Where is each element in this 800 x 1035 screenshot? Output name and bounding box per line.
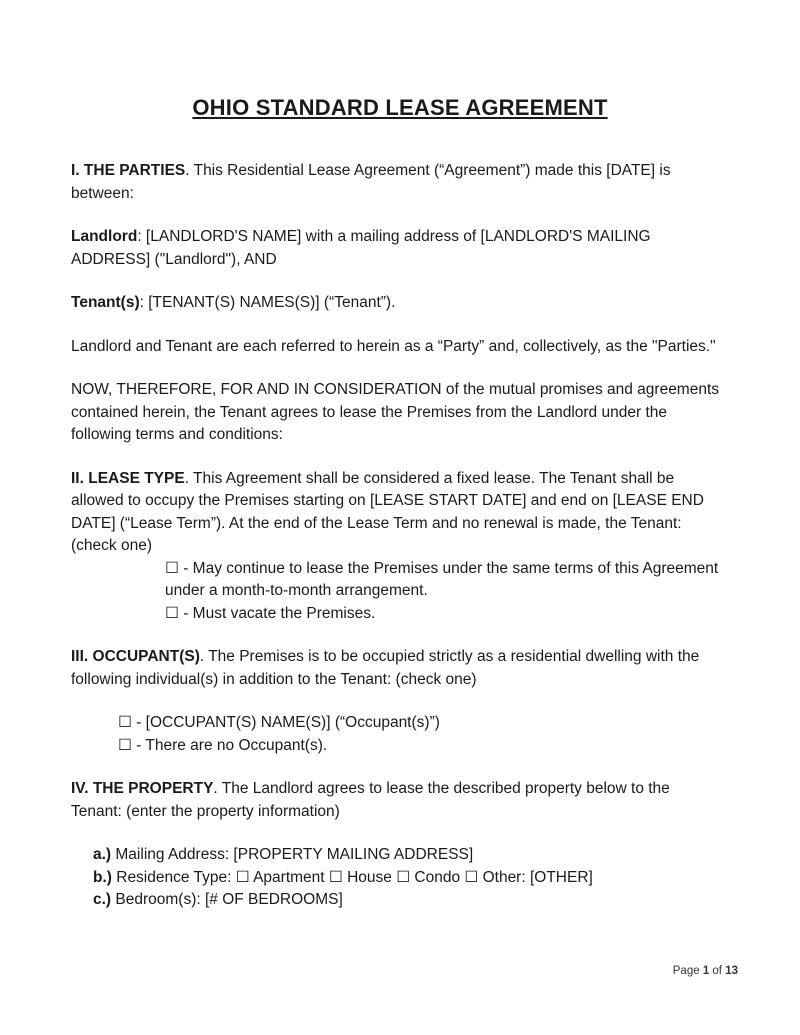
lease-type-heading: II. LEASE TYPE	[71, 469, 185, 487]
property-item-label: c.)	[93, 891, 112, 908]
lease-type-paragraph	[71, 468, 721, 558]
parties-paragraph	[71, 160, 721, 205]
tenant-paragraph	[71, 292, 721, 315]
occupant-options	[71, 712, 721, 757]
occupant-option-names[interactable]: ☐ - [OCCUPANT(S) NAME(S)] (“Occupant(s)”)	[118, 714, 440, 731]
lease-option-month-to-month[interactable]: ☐ - May continue to lease the Premises under the same terms of this Agreement under a month-to-month arrangement.	[165, 559, 719, 599]
page-word: Page	[672, 965, 703, 977]
lease-option-vacate[interactable]: ☐ - Must vacate the Premises.	[165, 604, 376, 622]
occupant-option-none[interactable]: ☐ - There are no Occupant(s).	[118, 736, 328, 754]
tenant-label: Tenant(s)	[71, 294, 140, 311]
property-heading: IV. THE PROPERTY	[71, 780, 214, 797]
property-items	[71, 844, 721, 912]
property-item-residence-type	[71, 867, 721, 890]
document-body	[71, 160, 721, 912]
property-text: . The Landlord agrees to lease the described property below to the Tenant: (enter the property information)	[71, 780, 670, 820]
property-paragraph	[71, 778, 721, 823]
property-item-text: Bedroom(s): [# OF BEDROOMS]	[111, 891, 343, 908]
referred-paragraph: Landlord and Tenant are each referred to herein as a “Party” and, collectively, as the "Parties."	[71, 337, 716, 355]
occupants-paragraph	[71, 646, 721, 691]
property-item-label: b.)	[93, 868, 112, 886]
landlord-text: : [LANDLORD'S NAME] with a mailing address of [LANDLORD'S MAILING ADDRESS] ("Landlord"), AND	[71, 228, 651, 268]
tenant-text: : [TENANT(S) NAMES(S)] (“Tenant”).	[139, 294, 396, 311]
occupants-heading: III. OCCUPANT(S)	[71, 648, 200, 665]
property-item-label: a.)	[93, 846, 112, 863]
landlord-label: Landlord	[71, 228, 138, 245]
of-word: of	[709, 965, 726, 977]
parties-heading: I. THE PARTIES	[71, 162, 186, 179]
page-number-footer	[673, 965, 738, 977]
now-therefore-paragraph: NOW, THEREFORE, FOR AND IN CONSIDERATION of the mutual promises and agreements contained herein, the Tenant agrees to lease the Premises from the Landlord under the following terms and conditions:	[71, 381, 720, 443]
page-current: 1	[702, 965, 710, 977]
property-item-address	[71, 844, 721, 867]
lease-type-text: . This Agreement shall be considered a fixed lease. The Tenant shall be allowed to occupy the Premises starting on [LEASE START DATE] and end on [LEASE END DATE] (“Lease Term”). At the end of the Lease Term and no renewal is made, the Tenant: (check one)	[71, 469, 704, 554]
property-item-text: Residence Type: ☐ Apartment ☐ House ☐ Condo ☐ Other: [OTHER]	[111, 868, 593, 886]
lease-type-options	[71, 558, 721, 626]
landlord-paragraph	[71, 226, 721, 271]
parties-text: . This Residential Lease Agreement (“Agreement”) made this [DATE] is between:	[71, 162, 671, 202]
page-total: 13	[725, 965, 738, 977]
occupants-text: . The Premises is to be occupied strictly as a residential dwelling with the following individual(s) in addition to the Tenant: (check one)	[71, 648, 700, 688]
property-item-text: Mailing Address: [PROPERTY MAILING ADDRESS]	[111, 846, 474, 863]
document-title: OHIO STANDARD LEASE AGREEMENT	[192, 95, 608, 120]
property-item-bedrooms	[71, 889, 721, 912]
